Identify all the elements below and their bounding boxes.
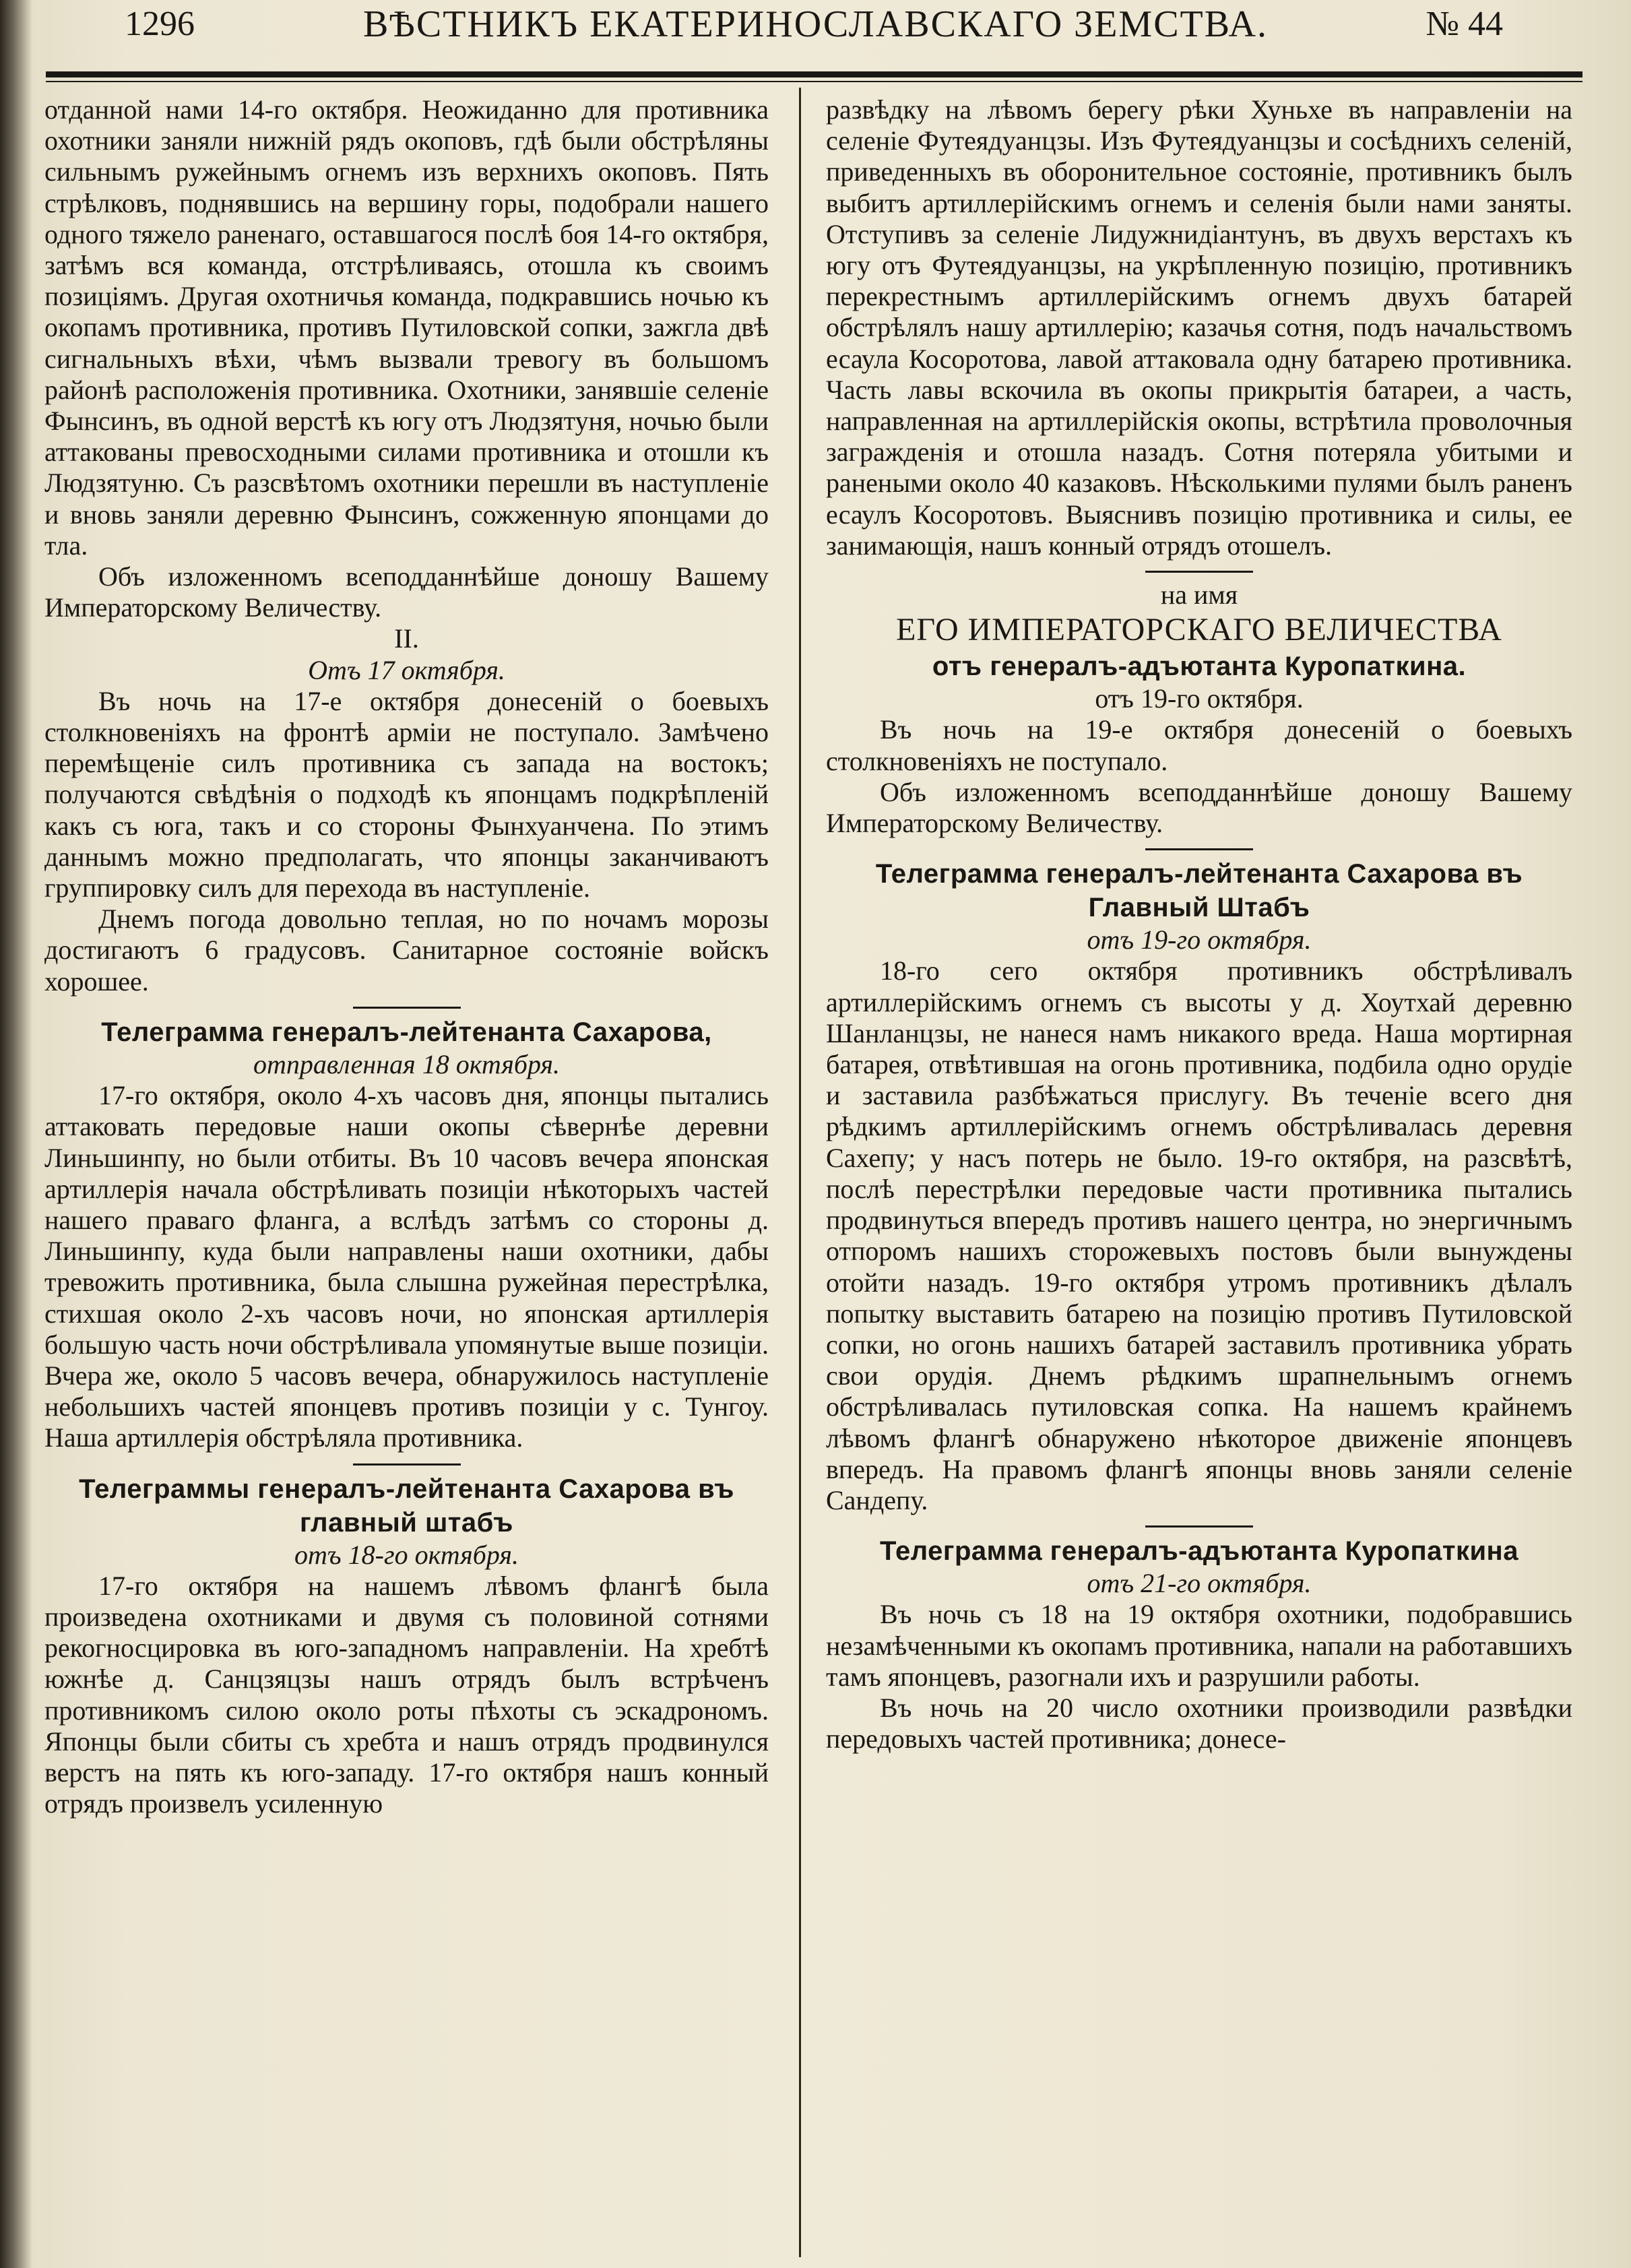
paragraph: Въ ночь на 20 число охотники производили развѣдки передовыхъ частей противника; донесе- — [826, 1692, 1572, 1755]
addressee-line: на имя — [1160, 579, 1238, 610]
telegram-heading: отъ генералъ-адъютанта Куропаткина. — [932, 652, 1467, 682]
telegram-date: отъ 18-го октября. — [294, 1539, 519, 1570]
paragraph: Въ ночь на 19-е октября донесеній о боевыхъ столкновеніяхъ не поступало. — [826, 714, 1572, 776]
right-column — [826, 94, 1572, 1755]
column-divider — [799, 88, 801, 2257]
masthead — [40, 0, 1591, 67]
telegram-date: отъ 19-го октября. — [1087, 924, 1312, 955]
paragraph: Въ ночь на 17-е октября донесеній о боевыхъ столкновеніяхъ на фронтѣ арміи не поступало. Замѣчено перемѣщеніе силъ противника съ запада на востокъ; получаются свѣдѣнія о подходѣ къ японцамъ подкрѣпленій какъ съ юга, такъ и со стороны Фынхуанчена. По этимъ даннымъ можно предполагать, что японцы заканчиваютъ группировку силъ для перехода въ наступленіе. — [44, 685, 769, 904]
paragraph: Объ изложенномъ всеподданнѣйше доношу Вашему Императорскому Величеству. — [826, 776, 1572, 839]
left-column — [44, 94, 769, 1819]
publication-title: ВѢСТНИКЪ ЕКАТЕРИНОСЛАВСКАГО ЗЕМСТВА. — [362, 3, 1269, 45]
telegram-date: отъ 21-го октября. — [1087, 1568, 1312, 1599]
paragraph: Въ ночь съ 18 на 19 октября охотники, подобравшись незамѣченными къ окопамъ противника, напали на работавшихъ тамъ японцевъ, разогнали ихъ и разрушили работы. — [826, 1599, 1572, 1692]
separator — [1145, 571, 1253, 573]
masthead-rule-thin — [46, 81, 1582, 82]
paragraph: развѣдку на лѣвомъ берегу рѣки Хуньхе въ направленіи на селеніе Футеядуанцзы. Изъ Футеядуанцзы и сосѣднихъ селеній, приведенныхъ въ оборонительное состояніе, противникъ былъ выбитъ артиллерійскимъ огнемъ и селенія были нами заняты. Отступивъ за селеніе Лидужнидіантунъ, въ двухъ верстахъ къ югу отъ Футеядуанцзы, на укрѣпленную позицію, противникъ перекрестнымъ артиллерійскимъ огнемъ двухъ батарей обстрѣлялъ нашу артиллерію; казачья сотня, подъ начальствомъ есаула Косоротова, лавой аттаковала одну батарею противника. Часть лавы вскочила въ окопы прикрытія батареи, а часть, направленная на артиллерійскія окопы, встрѣтила проволочныя загражденія и отошла назадъ. Сотня потеряла убитыми и ранеными около 40 казаковъ. Нѣсколькими пулями былъ раненъ есаулъ Косоротовъ. Выяснивъ позицію противника и силы, ее занимающія, нашъ конный отрядъ отошелъ. — [826, 94, 1572, 561]
masthead-rule — [46, 71, 1582, 77]
telegram-heading: Телеграмма генералъ-лейтенанта Сахарова, — [101, 1017, 712, 1047]
paragraph: Днемъ погода довольно теплая, но по ночамъ морозы достигаютъ 6 градусовъ. Санитарное состояніе войскъ хорошее. — [44, 904, 769, 997]
telegram-heading: Телеграмма генералъ-адъютанта Куропаткина — [880, 1536, 1518, 1567]
separator — [1145, 1525, 1253, 1527]
section-date: Отъ 17 октября. — [308, 654, 505, 685]
addressee-title: ЕГО ИМПЕРАТОРСКАГО ВЕЛИЧЕСТВА — [896, 612, 1502, 648]
issue-number: № 44 — [1426, 5, 1503, 43]
paragraph: 17-го октября, около 4-хъ часовъ дня, японцы пытались аттаковать передовые наши окопы сѣвернѣе деревни Линьшинпу, но были отбиты. Въ 10 часовъ вечера японская артиллерія начала обстрѣливать позиціи нѣкоторыхъ частей нашего праваго фланга, а вслѣдъ затѣмъ со стороны д. Линьшинпу, куда были направлены наши охотники, дабы тревожить противника, была слышна ружейная перестрѣлка, стихшая около 2-хъ часовъ ночи, но японская артиллерія большую часть ночи обстрѣливала упомянутые выше позиціи. Вчера же, около 5 часовъ вечера, обнаружилось наступленіе небольшихъ частей японцевъ противъ позиціи у с. Тунгоу. Наша артиллерія обстрѣляла противника. — [44, 1080, 769, 1453]
separator — [353, 1463, 461, 1466]
telegram-date: отправленная 18 октября. — [253, 1048, 561, 1079]
telegram-date: отъ 19-го октября. — [1095, 683, 1304, 714]
telegram-heading: Телеграммы генералъ-лейтенанта Сахарова въ главный штабъ — [79, 1474, 734, 1538]
separator — [353, 1007, 461, 1009]
paragraph: отданной нами 14-го октября. Неожиданно для противника охотники заняли нижній рядъ окоповъ, гдѣ были обстрѣляны сильнымъ ружейнымъ огнемъ изъ верхнихъ окоповъ. Пять стрѣлковъ, поднявшись на вершину горы, подобрали нашего одного тяжело раненаго, оставшагося послѣ боя 14-го октября, затѣмъ вся команда, отстрѣливаясь, отошла къ своимъ позиціямъ. Другая охотничья команда, подкравшись ночью къ окопамъ противника, противъ Путиловской сопки, зажгла двѣ сигнальныхъ вѣхи, чѣмъ вызвали тревогу въ большомъ районѣ расположенія противника. Охотники, занявшіе селеніе Фынсинъ, въ одной верстѣ къ югу отъ Людзятуня, ночью были аттакованы превосходными силами противника и отошли къ Людзятуню. Съ разсвѣтомъ охотники перешли въ наступленіе и вновь заняли деревню Фынсинъ, сожженную японцами до тла. — [44, 94, 769, 561]
paragraph: Объ изложенномъ всеподданнѣйше доношу Вашему Императорскому Величеству. — [44, 561, 769, 623]
paragraph: 18-го сего октября противникъ обстрѣливалъ артиллерійскимъ огнемъ съ высоты у д. Хоутхай деревню Шанланцзы, не нанеся намъ никакого вреда. Наша мортирная батарея, отвѣтившая на огонь противника, подбила одно орудіе и заставила разбѣжаться прислугу. Въ теченіе всего дня рѣдкимъ артиллерійскимъ огнемъ обстрѣливалась деревня Сахепу; у насъ потерь не было. 19-го октября, на разсвѣтѣ, послѣ перестрѣлки передовые части противника пытались продвинуться впередъ противъ нашего центра, но энергичнымъ отпоромъ нашихъ сторожевыхъ постовъ были вынуждены отойти назадъ. 19-го октября утромъ противникъ дѣлалъ попытку выставить батарею на позицію противъ Путиловской сопки, но огонь нашихъ батарей заставилъ противника убрать свои орудія. Днемъ рѣдкимъ шрапнельнымъ огнемъ обстрѣливалась путиловская сопка. На нашемъ крайнемъ лѣвомъ флангѣ обнаружено нѣкоторое движеніе японцевъ впередъ. На правомъ флангѣ японцы вновь заняли селеніе Сандепу. — [826, 955, 1572, 1515]
telegram-heading: Телеграмма генералъ-лейтенанта Сахарова въ Главный Штабъ — [875, 859, 1523, 923]
page-number: 1296 — [125, 5, 195, 43]
separator — [1145, 848, 1253, 850]
section-number: II. — [394, 623, 419, 654]
paragraph: 17-го октября на нашемъ лѣвомъ флангѣ была произведена охотниками и двумя съ половиной сотнями рекогносцировка въ юго-западномъ направленіи. На хребтѣ южнѣе д. Санцзяцзы нашъ отрядъ былъ встрѣченъ противникомъ силою около роты пѣхоты съ эскадрономъ. Японцы были сбиты съ хребта и нашъ отрядъ продвинулся верстъ на пять къ юго-западу. 17-го октября нашъ конный отрядъ произвелъ усиленную — [44, 1570, 769, 1819]
